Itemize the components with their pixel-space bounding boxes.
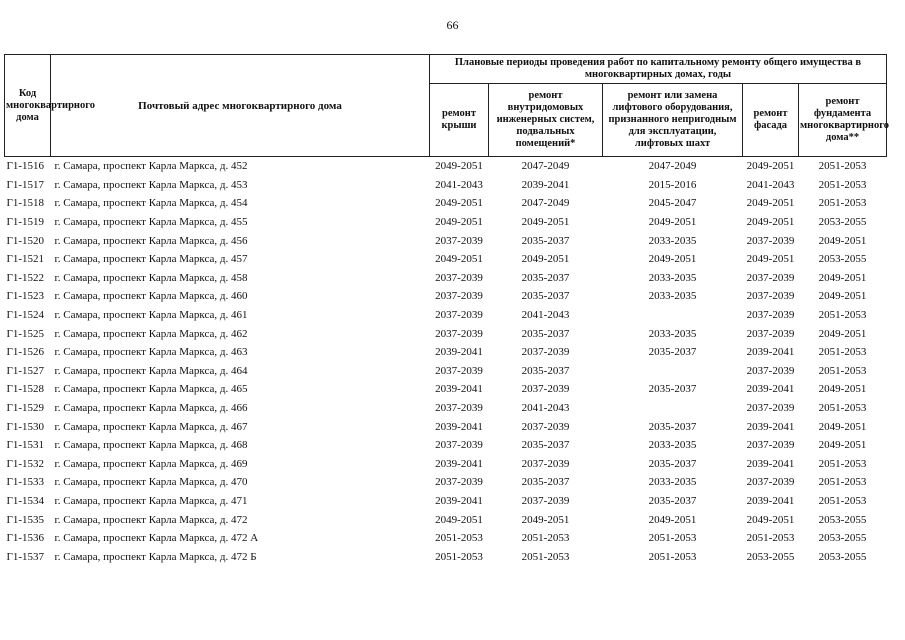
cell-systems: 2051-2053 xyxy=(521,550,570,563)
cell-roof: 2039-2041 xyxy=(435,420,483,433)
cell-systems: 2035-2037 xyxy=(521,439,570,452)
cell-elevator: 2015-2016 xyxy=(648,178,697,191)
table-row xyxy=(5,510,887,529)
cell-facade: 2039-2041 xyxy=(746,346,795,359)
cell-systems: 2049-2051 xyxy=(521,216,570,229)
cell-facade: 2049-2051 xyxy=(746,513,795,526)
cell-code: Г1-1525 xyxy=(6,327,45,340)
cell-facade: 2039-2041 xyxy=(746,420,795,433)
table-body xyxy=(5,157,887,567)
cell-foundation: 2051-2053 xyxy=(818,402,867,415)
cell-systems: 2041-2043 xyxy=(521,402,570,415)
table-row xyxy=(5,417,887,436)
cell-address: г. Самара, проспект Карла Маркса, д. 461 xyxy=(54,309,248,322)
cell-roof: 2051-2053 xyxy=(435,532,483,545)
table-row xyxy=(5,399,887,418)
cell-elevator: 2035-2037 xyxy=(648,494,697,507)
cell-code: Г1-1527 xyxy=(6,364,45,377)
cell-address: г. Самара, проспект Карла Маркса, д. 471 xyxy=(54,494,248,507)
table-row xyxy=(5,269,887,288)
cell-address: г. Самара, проспект Карла Маркса, д. 452 xyxy=(54,160,248,173)
cell-elevator xyxy=(603,306,743,325)
table-row xyxy=(5,455,887,474)
cell-foundation: 2053-2055 xyxy=(818,253,867,266)
cell-address: г. Самара, проспект Карла Маркса, д. 460 xyxy=(54,290,248,303)
cell-roof: 2037-2039 xyxy=(435,402,483,415)
table-row xyxy=(5,157,887,176)
cell-code: Г1-1517 xyxy=(6,178,45,191)
cell-foundation: 2053-2055 xyxy=(818,513,867,526)
cell-code: Г1-1535 xyxy=(6,513,45,526)
cell-systems: 2035-2037 xyxy=(521,290,570,303)
table-row xyxy=(5,343,887,362)
cell-facade: 2053-2055 xyxy=(746,550,795,563)
cell-foundation: 2051-2053 xyxy=(818,197,867,210)
table-row xyxy=(5,492,887,511)
cell-address: г. Самара, проспект Карла Маркса, д. 466 xyxy=(54,402,248,415)
cell-address: г. Самара, проспект Карла Маркса, д. 469 xyxy=(54,457,248,470)
cell-elevator: 2033-2035 xyxy=(648,234,697,247)
cell-systems: 2041-2043 xyxy=(521,309,570,322)
cell-facade: 2037-2039 xyxy=(746,309,795,322)
cell-address: г. Самара, проспект Карла Маркса, д. 468 xyxy=(54,439,248,452)
cell-elevator: 2049-2051 xyxy=(648,216,697,229)
cell-code: Г1-1523 xyxy=(6,290,45,303)
cell-address: г. Самара, проспект Карла Маркса, д. 472 Б xyxy=(54,550,257,563)
cell-elevator: 2035-2037 xyxy=(648,420,697,433)
table-row xyxy=(5,436,887,455)
cell-facade: 2037-2039 xyxy=(746,439,795,452)
cell-roof: 2037-2039 xyxy=(435,271,483,284)
cell-systems: 2037-2039 xyxy=(521,457,570,470)
cell-roof: 2049-2051 xyxy=(435,253,483,266)
cell-elevator: 2033-2035 xyxy=(648,327,697,340)
cell-elevator: 2049-2051 xyxy=(648,513,697,526)
header-periods: Плановые периоды проведения работ по капитальному ремонту общего имущества в многоквартирных домах, годы xyxy=(430,55,887,84)
repair-schedule-table xyxy=(4,54,887,566)
cell-foundation: 2049-2051 xyxy=(818,290,867,303)
cell-address: г. Самара, проспект Карла Маркса, д. 455 xyxy=(54,216,248,229)
cell-roof: 2039-2041 xyxy=(435,457,483,470)
cell-address: г. Самара, проспект Карла Маркса, д. 465 xyxy=(54,383,248,396)
cell-foundation: 2051-2053 xyxy=(818,178,867,191)
cell-systems: 2035-2037 xyxy=(521,476,570,489)
cell-foundation: 2051-2053 xyxy=(818,457,867,470)
cell-foundation: 2049-2051 xyxy=(818,327,867,340)
cell-code: Г1-1520 xyxy=(6,234,45,247)
cell-elevator xyxy=(603,362,743,381)
header-elevator: ремонт или замена лифтового оборудования, признанного непригодным для эксплуатации, лифтовых шахт xyxy=(603,84,743,157)
cell-facade: 2037-2039 xyxy=(746,476,795,489)
cell-address: г. Самара, проспект Карла Маркса, д. 463 xyxy=(54,346,248,359)
cell-roof: 2037-2039 xyxy=(435,234,483,247)
table-row xyxy=(5,529,887,548)
cell-foundation: 2049-2051 xyxy=(818,420,867,433)
cell-roof: 2037-2039 xyxy=(435,309,483,322)
cell-elevator: 2047-2049 xyxy=(648,160,697,173)
table-header xyxy=(5,55,887,157)
cell-code: Г1-1530 xyxy=(6,420,45,433)
cell-facade: 2037-2039 xyxy=(746,327,795,340)
header-foundation: ремонт фундамента многоквартирного дома** xyxy=(799,84,887,157)
cell-code: Г1-1519 xyxy=(6,216,45,229)
cell-elevator: 2051-2053 xyxy=(648,550,697,563)
cell-facade: 2039-2041 xyxy=(746,383,795,396)
cell-facade: 2037-2039 xyxy=(746,364,795,377)
cell-systems: 2049-2051 xyxy=(521,253,570,266)
header-facade: ремонт фасада xyxy=(743,84,799,157)
cell-systems: 2049-2051 xyxy=(521,513,570,526)
cell-code: Г1-1518 xyxy=(6,197,45,210)
table-row xyxy=(5,287,887,306)
cell-systems: 2037-2039 xyxy=(521,383,570,396)
cell-foundation: 2051-2053 xyxy=(818,309,867,322)
cell-facade: 2049-2051 xyxy=(746,253,795,266)
cell-address: г. Самара, проспект Карла Маркса, д. 454 xyxy=(54,197,248,210)
table-row xyxy=(5,194,887,213)
cell-elevator: 2033-2035 xyxy=(648,439,697,452)
cell-code: Г1-1516 xyxy=(6,160,45,173)
cell-code: Г1-1533 xyxy=(6,476,45,489)
cell-elevator: 2035-2037 xyxy=(648,383,697,396)
cell-roof: 2049-2051 xyxy=(435,197,483,210)
cell-elevator: 2033-2035 xyxy=(648,271,697,284)
cell-facade: 2037-2039 xyxy=(746,234,795,247)
cell-elevator: 2045-2047 xyxy=(648,197,697,210)
cell-systems: 2037-2039 xyxy=(521,420,570,433)
table-row xyxy=(5,306,887,325)
cell-address: г. Самара, проспект Карла Маркса, д. 456 xyxy=(54,234,248,247)
cell-roof: 2037-2039 xyxy=(435,327,483,340)
page-number: 66 xyxy=(446,18,459,32)
cell-facade: 2037-2039 xyxy=(746,402,795,415)
cell-systems: 2037-2039 xyxy=(521,346,570,359)
cell-roof: 2037-2039 xyxy=(435,290,483,303)
table-row xyxy=(5,324,887,343)
cell-elevator: 2051-2053 xyxy=(648,532,697,545)
cell-foundation: 2053-2055 xyxy=(818,532,867,545)
cell-roof: 2041-2043 xyxy=(435,178,483,191)
table-row xyxy=(5,250,887,269)
cell-code: Г1-1531 xyxy=(6,439,45,452)
cell-elevator: 2035-2037 xyxy=(648,457,697,470)
cell-address: г. Самара, проспект Карла Маркса, д. 470 xyxy=(54,476,248,489)
cell-foundation: 2053-2055 xyxy=(818,216,867,229)
cell-roof: 2039-2041 xyxy=(435,346,483,359)
table-row xyxy=(5,473,887,492)
cell-systems: 2035-2037 xyxy=(521,327,570,340)
cell-address: г. Самара, проспект Карла Маркса, д. 453 xyxy=(54,178,248,191)
cell-foundation: 2051-2053 xyxy=(818,364,867,377)
table-row xyxy=(5,213,887,232)
cell-systems: 2047-2049 xyxy=(521,160,570,173)
cell-foundation: 2049-2051 xyxy=(818,271,867,284)
cell-foundation: 2049-2051 xyxy=(818,234,867,247)
header-code: Код многоквартирного дома xyxy=(5,55,51,157)
cell-code: Г1-1524 xyxy=(6,309,45,322)
cell-facade: 2049-2051 xyxy=(746,160,795,173)
table-row xyxy=(5,380,887,399)
header-roof: ремонт крыши xyxy=(430,84,489,157)
cell-elevator: 2049-2051 xyxy=(648,253,697,266)
cell-facade: 2041-2043 xyxy=(746,178,795,191)
cell-roof: 2037-2039 xyxy=(435,476,483,489)
cell-elevator: 2033-2035 xyxy=(648,290,697,303)
cell-roof: 2049-2051 xyxy=(435,160,483,173)
cell-code: Г1-1522 xyxy=(6,271,45,284)
cell-roof: 2039-2041 xyxy=(435,494,483,507)
cell-facade: 2039-2041 xyxy=(746,494,795,507)
cell-roof: 2037-2039 xyxy=(435,364,483,377)
cell-systems: 2035-2037 xyxy=(521,271,570,284)
cell-address: г. Самара, проспект Карла Маркса, д. 458 xyxy=(54,271,248,284)
cell-address: г. Самара, проспект Карла Маркса, д. 462 xyxy=(54,327,248,340)
cell-facade: 2051-2053 xyxy=(746,532,795,545)
cell-address: г. Самара, проспект Карла Маркса, д. 472 xyxy=(54,513,248,526)
cell-address: г. Самара, проспект Карла Маркса, д. 464 xyxy=(54,364,248,377)
cell-systems: 2047-2049 xyxy=(521,197,570,210)
cell-facade: 2037-2039 xyxy=(746,290,795,303)
cell-code: Г1-1528 xyxy=(6,383,45,396)
cell-foundation: 2051-2053 xyxy=(818,476,867,489)
cell-code: Г1-1526 xyxy=(6,346,45,359)
cell-roof: 2039-2041 xyxy=(435,383,483,396)
cell-facade: 2049-2051 xyxy=(746,197,795,210)
cell-roof: 2037-2039 xyxy=(435,439,483,452)
cell-address: г. Самара, проспект Карла Маркса, д. 467 xyxy=(54,420,248,433)
cell-code: Г1-1537 xyxy=(6,550,45,563)
cell-systems: 2035-2037 xyxy=(521,364,570,377)
cell-foundation: 2051-2053 xyxy=(818,494,867,507)
cell-code: Г1-1536 xyxy=(6,532,45,545)
cell-facade: 2049-2051 xyxy=(746,216,795,229)
cell-elevator: 2033-2035 xyxy=(648,476,697,489)
cell-code: Г1-1534 xyxy=(6,494,45,507)
table-row xyxy=(5,176,887,195)
table-row xyxy=(5,547,887,566)
cell-roof: 2049-2051 xyxy=(435,513,483,526)
cell-systems: 2039-2041 xyxy=(521,178,570,191)
header-address: Почтовый адрес многоквартирного дома xyxy=(51,55,430,157)
cell-foundation: 2051-2053 xyxy=(818,346,867,359)
cell-foundation: 2051-2053 xyxy=(818,160,867,173)
cell-code: Г1-1529 xyxy=(6,402,45,415)
cell-address: г. Самара, проспект Карла Маркса, д. 472 А xyxy=(54,532,259,545)
table-row xyxy=(5,231,887,250)
cell-code: Г1-1521 xyxy=(6,253,45,266)
header-systems: ремонт внутридомовых инженерных систем, подвальных помещений* xyxy=(489,84,603,157)
cell-systems: 2037-2039 xyxy=(521,494,570,507)
cell-systems: 2051-2053 xyxy=(521,532,570,545)
cell-facade: 2037-2039 xyxy=(746,271,795,284)
cell-elevator xyxy=(603,399,743,418)
cell-facade: 2039-2041 xyxy=(746,457,795,470)
cell-foundation: 2049-2051 xyxy=(818,383,867,396)
cell-systems: 2035-2037 xyxy=(521,234,570,247)
table-row xyxy=(5,362,887,381)
cell-roof: 2049-2051 xyxy=(435,216,483,229)
cell-code: Г1-1532 xyxy=(6,457,45,470)
cell-roof: 2051-2053 xyxy=(435,550,483,563)
cell-foundation: 2049-2051 xyxy=(818,439,867,452)
cell-address: г. Самара, проспект Карла Маркса, д. 457 xyxy=(54,253,248,266)
cell-foundation: 2053-2055 xyxy=(818,550,867,563)
cell-elevator: 2035-2037 xyxy=(648,346,697,359)
